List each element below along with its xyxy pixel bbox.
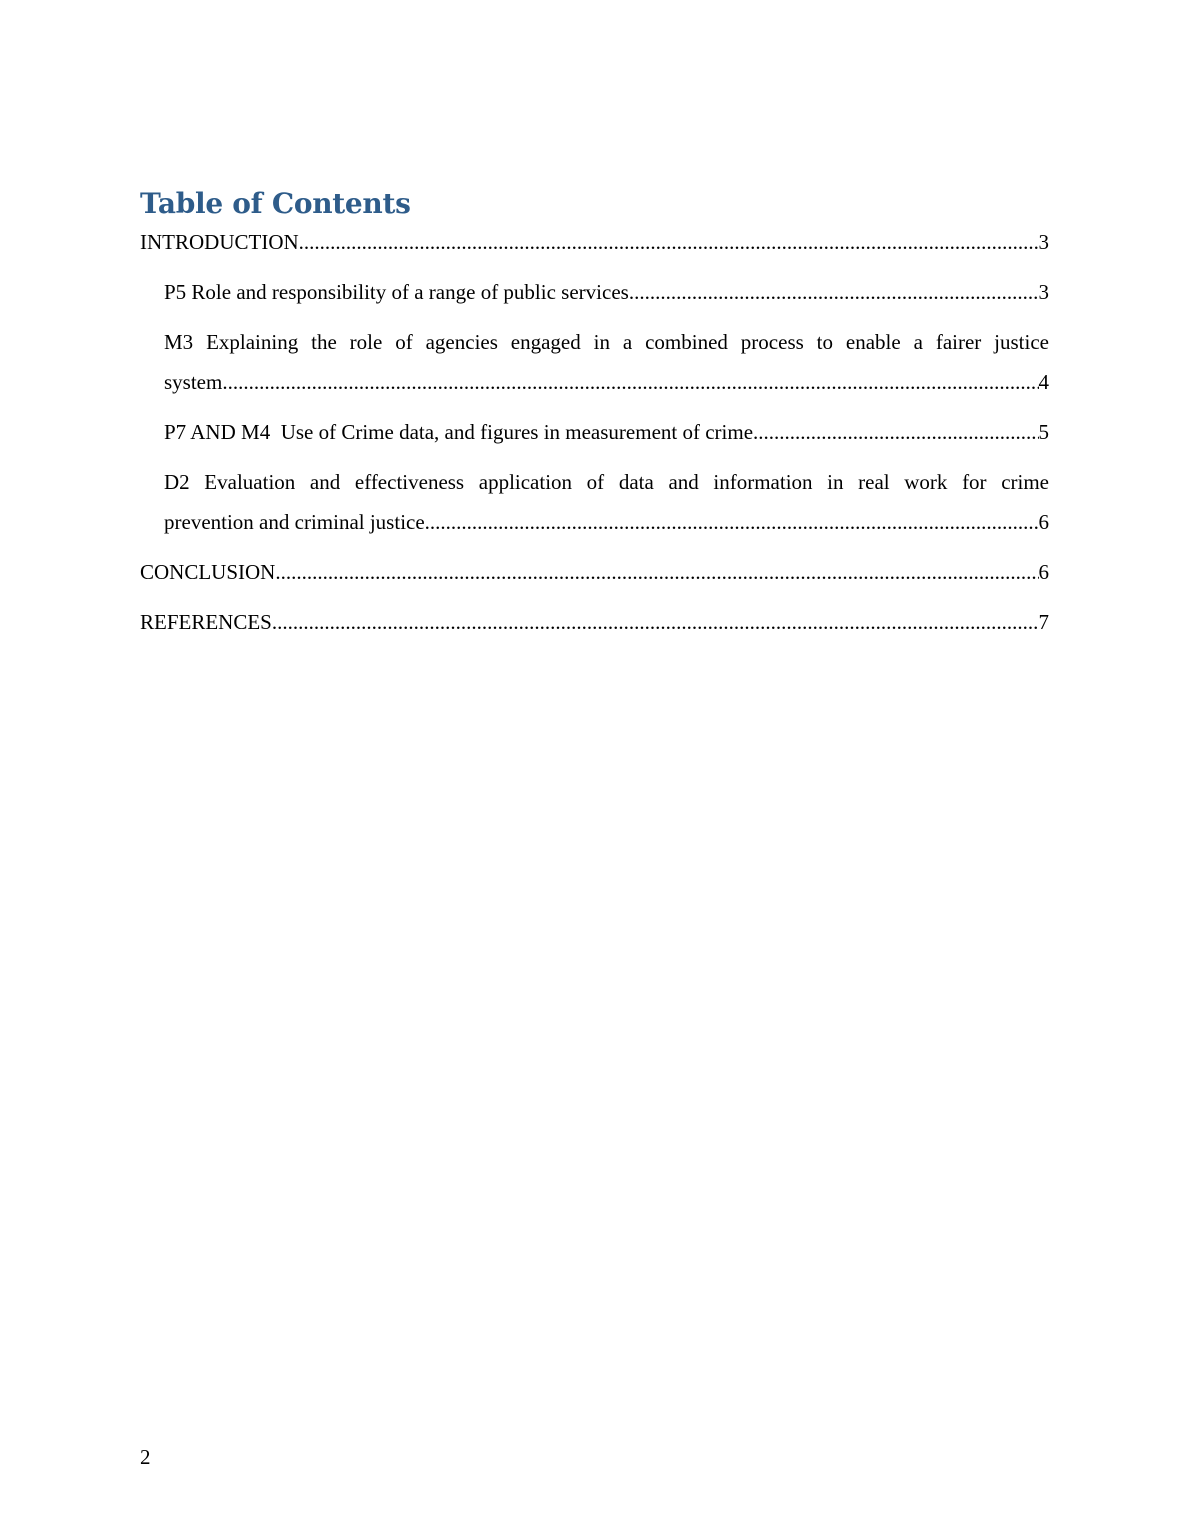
toc-page-number: 5 (1038, 420, 1049, 444)
dot-leader (275, 552, 1038, 592)
toc-entry-text: CONCLUSION (140, 560, 276, 584)
toc-entry-text: system (164, 370, 223, 394)
toc-entry-conclusion[interactable] (140, 552, 1049, 592)
footer-page-number: 2 (140, 1445, 151, 1469)
toc-heading: Table of Contents (140, 187, 411, 220)
toc-page-number: 6 (1038, 510, 1049, 534)
toc-entry-line2 (164, 502, 1049, 542)
dot-leader (299, 222, 1039, 262)
dot-leader (753, 412, 1038, 452)
dot-leader (222, 362, 1038, 402)
toc-page-number: 4 (1038, 370, 1049, 394)
toc-entry-text: INTRODUCTION (140, 230, 299, 254)
toc-entry-text-line1: M3 Explaining the role of agencies engaged in a combined process to enable a fairer justice (164, 330, 1049, 354)
toc-entry-d2[interactable] (164, 462, 1049, 542)
toc-page-number: 7 (1038, 610, 1049, 634)
toc-entry-text: P5 Role and responsibility of a range of public services (164, 280, 629, 304)
toc-entry-p7-m4[interactable] (164, 412, 1049, 452)
dot-leader (629, 272, 1039, 312)
toc-entry-text: prevention and criminal justice (164, 510, 425, 534)
toc-entry-introduction[interactable] (140, 222, 1049, 262)
toc-entry-text: REFERENCES (140, 610, 272, 634)
dot-leader (272, 602, 1039, 642)
dot-leader (425, 502, 1039, 542)
toc-entry-text: P7 AND M4 Use of Crime data, and figures in measurement of crime (164, 420, 754, 444)
toc-entry-p5[interactable] (164, 272, 1049, 312)
toc-entry-m3[interactable] (164, 322, 1049, 402)
toc-page-number: 3 (1038, 280, 1049, 304)
toc-page-number: 6 (1038, 560, 1049, 584)
toc-entry-text-line1: D2 Evaluation and effectiveness application of data and information in real work for crime (164, 470, 1049, 494)
toc-page-number: 3 (1038, 230, 1049, 254)
toc-entry-line2 (164, 362, 1049, 402)
toc-entry-references[interactable] (140, 602, 1049, 642)
